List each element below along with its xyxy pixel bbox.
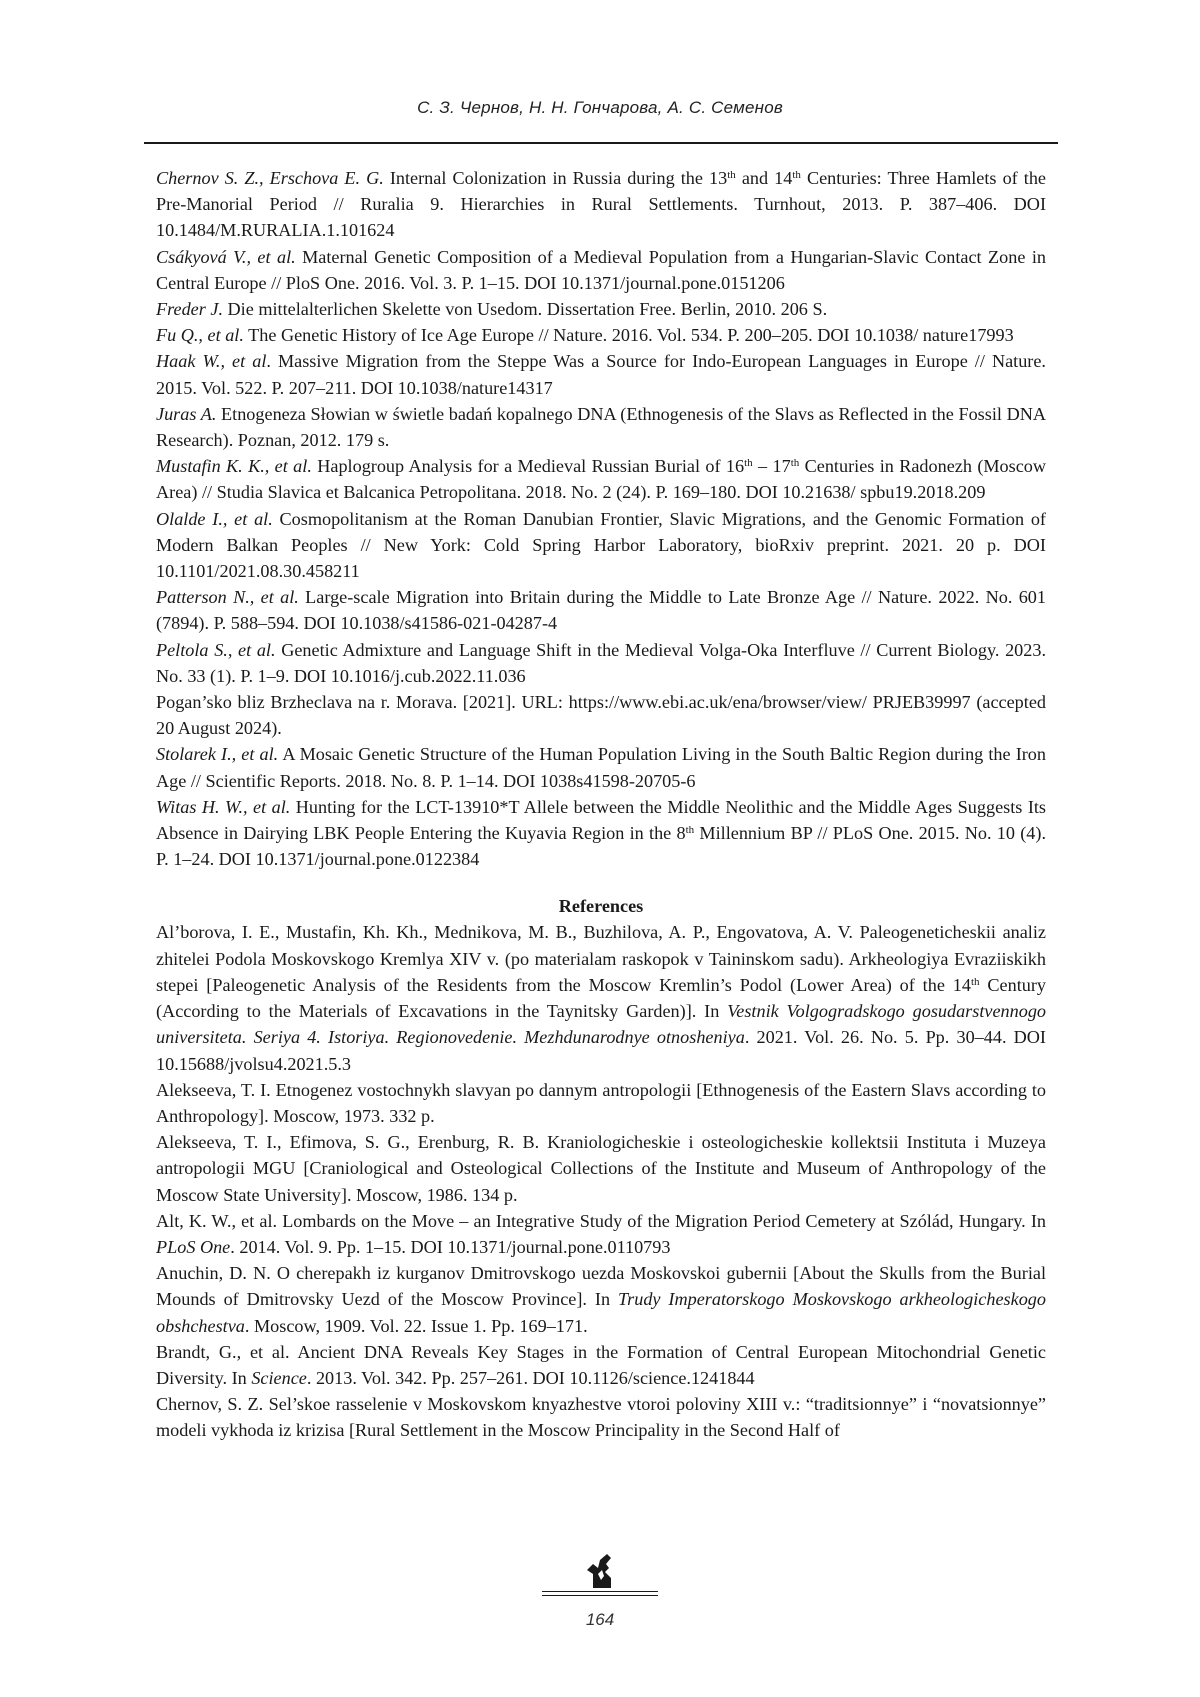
bibliography-entry [156, 584, 1046, 636]
reference-text: Alekseeva, T. I., Efimova, S. G., Erenburg, R. B. Kraniologicheskie i osteologicheskie kollektsii Instituta i Muzeya antropologii MGU [Craniological and Osteological Collections of the Institute and Museum of Anthropology of the Moscow State University]. Moscow, 1986. 134 p. [156, 1132, 1046, 1205]
entry-text: Etnogeneza Słowian w świetle badań kopalnego DNA (Ethnogenesis of the Slavs as Reflected in the Fossil DNA Research). Poznan, 2012. 179 s. [156, 403, 1047, 451]
reference-text: Alt, K. W., et al. Lombards on the Move – an Integrative Study of the Migration Period Cemetery at Szólád, Hungary. In [156, 1210, 1046, 1231]
bibliography-entry [156, 453, 1046, 505]
entry-author: Fu Q., et al. [156, 325, 244, 346]
bibliography-entry [156, 322, 1046, 348]
entry-author: Freder J. [156, 299, 223, 320]
entry-author: Witas H. W., et al. [156, 796, 291, 817]
entry-author: Peltola S., et al. [156, 639, 276, 660]
entry-author: Csákyová V., et al. [156, 246, 296, 267]
references-heading: References [558, 896, 644, 917]
reference-source-title: Science [251, 1367, 307, 1388]
entry-text: Cosmopolitanism at the Roman Danubian Frontier, Slavic Migrations, and the Genomic Formation of Modern Balkan Peoples // New York: Cold Spring Harbor Laboratory, bioRxiv preprint. 2021. 20 p. DOI 10.1101/2021.08.30.458211 [156, 508, 1046, 582]
entry-author: Stolarek I., et al. [156, 744, 279, 765]
reference-entry [156, 1208, 1046, 1260]
entry-author: Mustafin K. K., et al. [156, 456, 312, 477]
reference-source-title: Vestnik Volgogradskogo gosudarstvennogo universiteta. Seriya 4. Istoriya. Regionovedenie. Mezhdunarodnye otnosheniya [156, 1001, 1047, 1048]
entry-text: The Genetic History of Ice Age Europe // Nature. 2016. Vol. 534. P. 200–205. DOI 10.1038/ nature17993 [243, 325, 1014, 346]
entry-author: Olalde I., et al. [156, 508, 273, 529]
reference-entry [156, 1391, 1046, 1443]
reference-entry [156, 1339, 1046, 1391]
reference-text: Anuchin, D. N. O cherepakh iz kurganov Dmitrovskogo uezda Moskovskoi gubernii [About the Skulls from the Burial Mounds of Dmitrovsky Uezd of the Moscow Province]. In [156, 1263, 1046, 1310]
references-list [156, 919, 1046, 1443]
entry-text: Maternal Genetic Composition of a Medieval Population from a Hungarian-Slavic Contact Zone in Central Europe // PloS One. 2016. Vol. 3. P. 1–15. DOI 10.1371/journal.pone.0151206 [156, 246, 1046, 293]
reference-text: Brandt, G., et al. Ancient DNA Reveals Key Stages in the Formation of Central European Mitochondrial Genetic Diversity. In [156, 1341, 1046, 1388]
entry-author: Haak W., et al [156, 351, 267, 372]
header-rule [144, 142, 1058, 144]
reference-entry [156, 1260, 1046, 1339]
reference-text: . 2013. Vol. 342. Pp. 257–261. DOI 10.1126/science.1241844 [306, 1367, 755, 1388]
bibliography-entry [156, 348, 1046, 400]
footer-rule-bottom [542, 1595, 658, 1596]
footer-rule-top [542, 1591, 658, 1592]
entry-text: Haplogroup Analysis for a Medieval Russian Burial of 16th – 17th Centuries in Radonezh (Moscow Area) // Studia Slavica et Balcanica Petropolitana. 2018. No. 2 (24). P. 169–180. DOI 10.21638/ spbu19.2018.209 [156, 456, 1047, 503]
bibliography-entry [156, 794, 1046, 873]
page-number: 164 [585, 1610, 615, 1629]
reference-text: . 2014. Vol. 9. Pp. 1–15. DOI 10.1371/journal.pone.0110793 [230, 1236, 671, 1257]
bibliography-entry [156, 165, 1046, 244]
entry-text: Genetic Admixture and Language Shift in the Medieval Volga-Oka Interfluve // Current Biology. 2023. No. 33 (1). P. 1–9. DOI 10.1016/j.cub.2022.11.036 [156, 639, 1046, 686]
reference-entry [156, 919, 1046, 1076]
bibliography-entry [156, 689, 1046, 741]
bibliography-entry [156, 244, 1046, 296]
entry-text: Large-scale Migration into Britain during the Middle to Late Bronze Age // Nature. 2022. No. 601 (7894). P. 588–594. DOI 10.1038/s41586-021-04287-4 [156, 587, 1046, 634]
entry-text: A Mosaic Genetic Structure of the Human Population Living in the South Baltic Region during the Iron Age // Scientific Reports. 2018. No. 8. P. 1–14. DOI 1038s41598-20705-6 [156, 744, 1046, 791]
entry-author: Chernov S. Z., Erschova E. G. [156, 168, 384, 188]
reference-text: Alekseeva, T. I. Etnogenez vostochnykh slavyan po dannym antropologii [Ethnogenesis of the Eastern Slavs according to Anthropology]. Moscow, 1973. 332 p. [156, 1079, 1046, 1126]
reference-source-title: Trudy Imperatorskogo Moskovskogo arkheologicheskogo obshchestva [156, 1289, 1046, 1336]
reference-text: Chernov, S. Z. Sel’skoe rasselenie v Moskovskom knyazhestve vtoroi poloviny XIII v.: “traditsionnye” i “novatsionnye” modeli vykhoda iz krizisa [Rural Settlement in the Moscow Principality in the Second Half of [156, 1394, 1046, 1441]
bibliography-entry [156, 506, 1046, 585]
running-head: С. З. Чернов, Н. Н. Гончарова, А. С. Семенов [417, 98, 783, 117]
bibliography-entry [156, 637, 1046, 689]
entry-text: Internal Colonization in Russia during the 13th and 14th Centuries: Three Hamlets of the Pre-Manorial Period // Ruralia 9. Hierarchies in Rural Settlements. Turnhout, 2013. P. 387–406. DOI 10.1484/M.RURALIA.1.101624 [156, 168, 1046, 241]
reference-text: Al’borova, I. E., Mustafin, Kh. Kh., Mednikova, M. B., Buzhilova, A. P., Engovatova, A. V. Paleogeneticheskii analiz zhitelei Podola Moskovskogo Kremlya XIV v. (po materialam raskopok v Taininskom sadu). Arkheologiya Evraziiskikh stepei [Paleogenetic Analysis of the Residents from the Moscow Kremlin’s Podol (Lower Area) of the 14th Century (According to the Materials of Excavations in the Taynitsky Garden)]. In [156, 922, 1046, 1022]
entry-text: Die mittelalterlichen Skelette von Usedom. Dissertation Free. Berlin, 2010. 206 S. [223, 299, 828, 320]
bibliography-entry [156, 741, 1046, 793]
reference-text: . Moscow, 1909. Vol. 22. Issue 1. Pp. 169–171. [244, 1315, 588, 1336]
bibliography-entry [156, 296, 1046, 322]
page-body [156, 165, 1046, 1444]
reference-entry [156, 1129, 1046, 1208]
reference-text: . 2021. Vol. 26. No. 5. Pp. 30–44. DOI 10.15688/jvolsu4.2021.5.3 [156, 1027, 1046, 1074]
entry-author: Juras A. [156, 403, 217, 424]
reference-source-title: PLoS One [156, 1236, 231, 1257]
broken-column-ornament-icon [571, 1550, 631, 1590]
entry-author: Patterson N., et al. [156, 587, 299, 608]
bibliography-list [156, 165, 1046, 872]
entry-text: Pogan’sko bliz Brzheclava na r. Morava. [2021]. URL: https://www.ebi.ac.uk/ena/browser/view/ PRJEB39997 (accepted 20 August 2024). [156, 692, 1046, 739]
reference-entry [156, 1077, 1046, 1129]
entry-text: Hunting for the LCT-13910*T Allele between the Middle Neolithic and the Middle Ages Suggests Its Absence in Dairying LBK People Entering the Kuyavia Region in the 8th Millennium BP // PLoS One. 2015. No. 10 (4). P. 1–24. DOI 10.1371/journal.pone.0122384 [156, 796, 1047, 870]
entry-text: . Massive Migration from the Steppe Was a Source for Indo-European Languages in Europe // Nature. 2015. Vol. 522. P. 207–211. DOI 10.1038/nature14317 [156, 351, 1046, 398]
bibliography-entry [156, 401, 1046, 453]
